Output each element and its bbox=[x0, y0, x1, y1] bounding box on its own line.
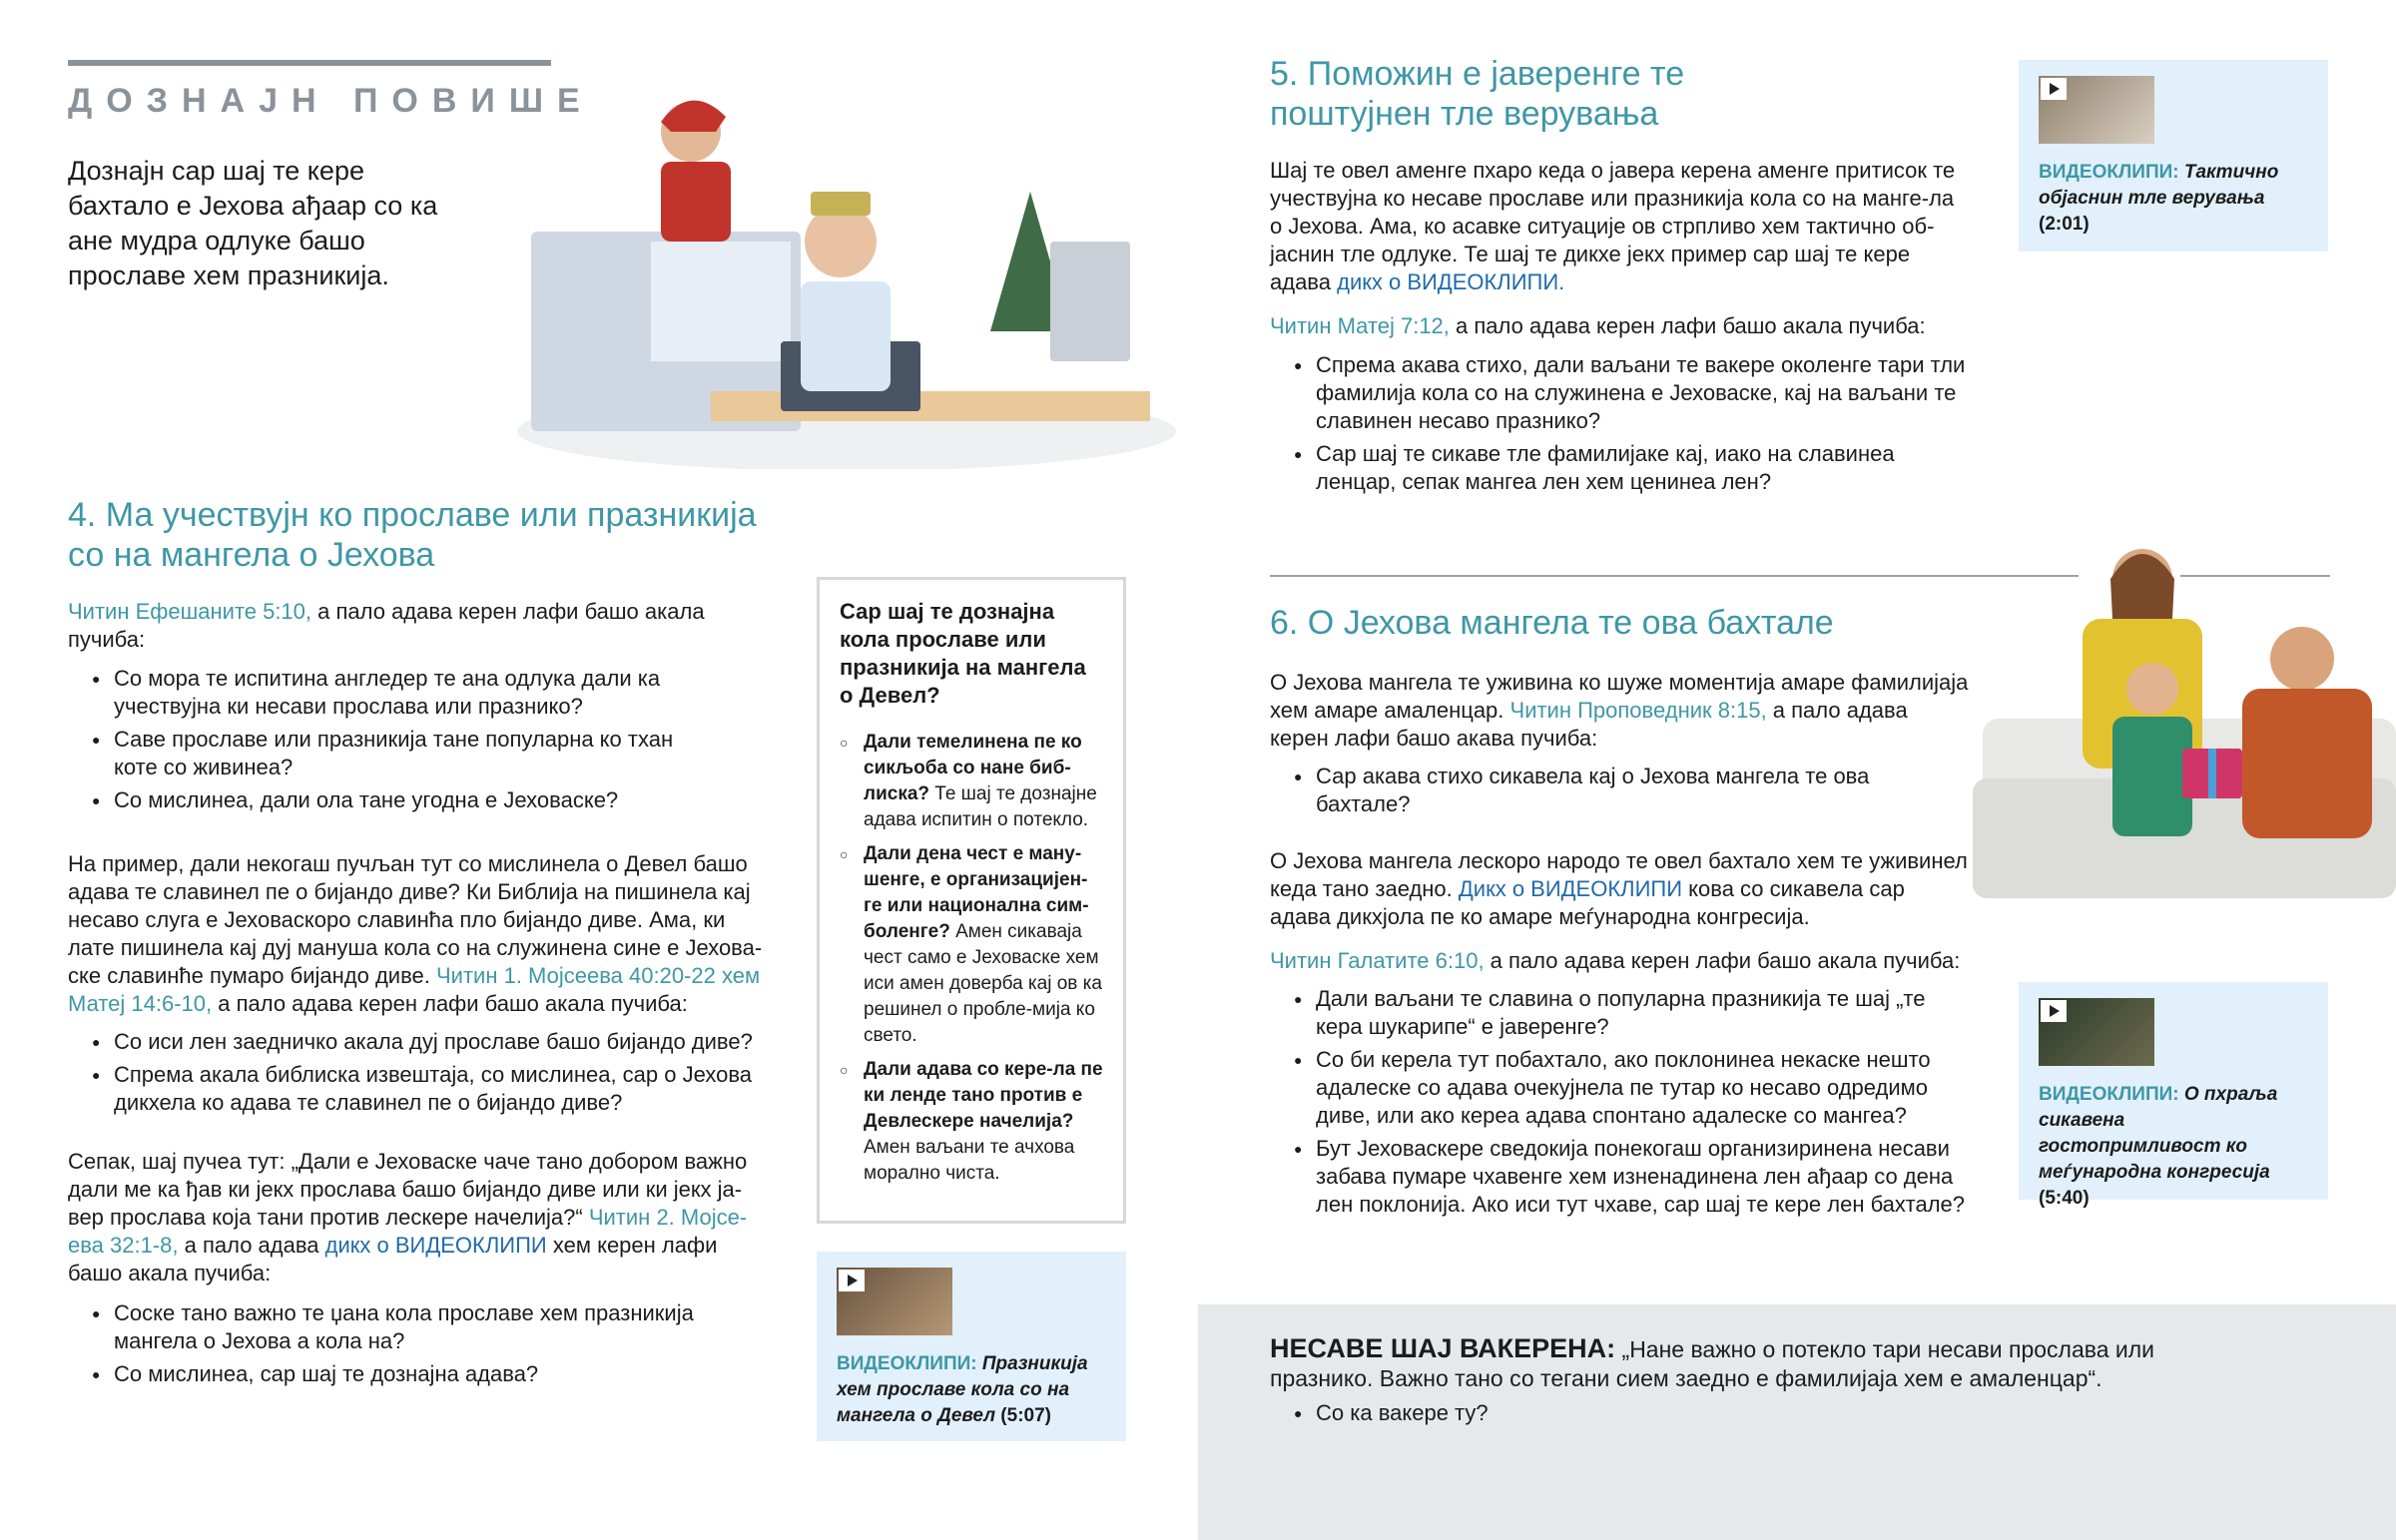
video-title[interactable]: О пхраља сикавена гостопримливост ко меѓународна конгресија bbox=[2039, 1084, 2278, 1183]
sidebar-heading: Сар шај те дознајна кола прославе или празникија на мангела о Девел? bbox=[840, 599, 1086, 708]
scripture-link[interactable]: Читин 1. Мојсеева 40:20-22 хем Матеј 14:6-10, bbox=[68, 963, 761, 1016]
intro-text: Дознајн сар шај те кере бахтало е Јехова ађаар со ка ане мудра одлуке башо прославе хем празникија. bbox=[68, 156, 438, 290]
section-4-paragraph-3 bbox=[68, 1148, 767, 1287]
video-label: ВИДЕОКЛИПИ: bbox=[2039, 1084, 2179, 1105]
read-instruction: хем керен лафи башо акала пучиба: bbox=[68, 1233, 718, 1285]
question-item: ● Соске тано важно те џана кола прославе хем празникија мангела о Јехова а кола на? bbox=[68, 1299, 747, 1355]
sidebar-item-question: Дали темелинена пе ко сикљоба со нане биб-лиска? bbox=[864, 732, 1082, 804]
section-5-paragraph-1 bbox=[1270, 157, 1969, 296]
question-item: ● Дали ваљани те славина о популарна празникија те шај „те кера шукарипе“ е јаверенге? bbox=[1270, 985, 1969, 1041]
sidebar-item bbox=[840, 841, 1103, 1049]
paragraph-text: О Јехова мангела те уживина ко шуже моментија амаре фамилијаја хем амаре амаленцар. bbox=[1270, 670, 1969, 723]
summary-quote: „Нане важно о потекло тари несави прослава или празнико. Важно тано со тегани сием заедно е фамилијаја хем е амаленцар“. bbox=[1270, 1336, 2155, 1391]
section-4-questions-1 bbox=[68, 665, 697, 819]
paragraph-text: Сепак, шај пучеа тут: „Дали е Јеховаске чаче тано добором важно дали ме ка ђав ки јекх прослава башо бијандо диве или ки јекх ја-вер прослава која тани против лескере начелија?“ bbox=[68, 1149, 748, 1230]
section-6-questions-2 bbox=[1270, 985, 1969, 1224]
question-item: ● Со ка вакере ту? bbox=[1270, 1399, 2248, 1427]
paragraph-text: Шај те овел аменге пхаро кеда о јавера керена аменге притисок те учествујна ко несаве прославе или празникија кола со на манге-ла о Јехова. Ама, ко асавке ситуације ов стрпливо хем тактично об-јаснин тле одлуке. Те шај те дикхе јекх пример сар шај те кере адава bbox=[1270, 158, 1956, 294]
video-thumbnail[interactable] bbox=[837, 1268, 952, 1335]
read-instruction: а пало адава bbox=[178, 1233, 325, 1258]
section-6-heading: 6. О Јехова мангела те ова бахтале bbox=[1270, 604, 1834, 642]
section-4-questions-2 bbox=[68, 1028, 767, 1122]
scripture-link[interactable]: Читин Галатите 6:10, bbox=[1270, 948, 1485, 973]
sidebar-item-question: Дали адава со кере-ла пе ки ленде тано против е Девлескере начелија? bbox=[864, 1059, 1103, 1132]
summary-text bbox=[1270, 1334, 2248, 1432]
section-4-read-1 bbox=[68, 598, 767, 654]
paragraph-text: О Јехова мангела лескоро народо те овел бахтало хем те уживинел кеда тано заедно. bbox=[1270, 848, 1968, 901]
read-instruction: а пало адава керен лафи башо акава пучиба: bbox=[1270, 698, 1908, 751]
section-5-questions bbox=[1270, 351, 1969, 501]
video-title[interactable]: Празникија хем прославе кола со на мангела о Девел bbox=[837, 1353, 1088, 1426]
question-item: ● Сар шај те сикаве тле фамилијаке кај, иако на славинеа ленцар, сепак мангеа лен хем ценинеа лен? bbox=[1270, 440, 1969, 496]
section-4-paragraph-2 bbox=[68, 850, 767, 1018]
play-icon[interactable] bbox=[2041, 1000, 2067, 1022]
paragraph-text: На пример, дали некогаш пучљан тут со мислинела о Девел башо адава те славинел пе о бијандо диве? Ки Библија на пишинела кај несаво слуга е Јеховаскоро славинћа пло бијандо диве. Ама, ки лате пишинела кај дуј мануша кола со на служинена сине е Јехова-ске славинће пумаро бијандо диве. bbox=[68, 851, 763, 988]
question-item: ● Со мора те испитина англедер те ана одлука дали ка учествујна ки несави прослава или празнико? bbox=[68, 665, 697, 721]
family-illustration bbox=[1973, 539, 2396, 928]
header-rule bbox=[68, 60, 551, 66]
question-item: ● Сар акава стихо сикавела кај о Јехова мангела те ова бахтале? bbox=[1270, 763, 1929, 818]
paragraph-text: кова со сикавела сар адава дикхјола пе ко амаре меѓународна конгресија. bbox=[1270, 876, 1905, 929]
play-icon[interactable] bbox=[2041, 78, 2067, 100]
section-5-read bbox=[1270, 312, 1969, 340]
video-caption bbox=[2039, 160, 2308, 238]
sidebar-item-answer: Амен ваљани те ачхова морално чиста. bbox=[864, 1137, 1075, 1184]
section-6-read-2 bbox=[1270, 947, 1969, 975]
read-instruction: а пало адава керен лафи башо акала пучиба: bbox=[212, 991, 688, 1016]
video-link[interactable]: дикх о ВИДЕОКЛИПИ. bbox=[1337, 269, 1565, 294]
scripture-link[interactable]: Читин Матеј 7:12, bbox=[1270, 313, 1450, 338]
sidebar-item-answer: Амен сикаваја чест само е Јеховаске хем иси амен доверба кај ов ка решинел о пробле-мија ко свето. bbox=[864, 921, 1102, 1046]
section-divider bbox=[1270, 575, 2079, 577]
scripture-link[interactable]: Читин Ефешаните 5:10, bbox=[68, 599, 312, 624]
question-item: ● Саве прославе или празникија тане популарна ко тхан коте со живинеа? bbox=[68, 726, 697, 781]
section-4-questions-3 bbox=[68, 1299, 747, 1393]
video-link[interactable]: дикх о ВИДЕОКЛИПИ bbox=[324, 1233, 547, 1258]
video-label: ВИДЕОКЛИПИ: bbox=[2039, 162, 2179, 183]
section-4-heading: 4. Ма учествујн ко прославе или празникија со на мангела о Јехова bbox=[68, 496, 757, 574]
read-instruction: а пало адава керен лафи башо акала пучиба: bbox=[1449, 313, 1926, 338]
video-duration: (5:07) bbox=[995, 1405, 1051, 1426]
play-icon[interactable] bbox=[839, 1270, 865, 1291]
video-caption bbox=[837, 1351, 1106, 1429]
video-caption bbox=[2039, 1082, 2308, 1212]
video-card-hospitality[interactable] bbox=[2019, 982, 2328, 1209]
video-card-holidays[interactable] bbox=[817, 1252, 1126, 1441]
office-illustration bbox=[511, 92, 1182, 469]
video-duration: (2:01) bbox=[2039, 214, 2090, 235]
sidebar-list bbox=[840, 730, 1103, 1187]
video-link[interactable]: Дикх о ВИДЕОКЛИПИ bbox=[1458, 876, 1683, 901]
section-6-questions-1 bbox=[1270, 763, 1929, 823]
office-scene-image bbox=[511, 92, 1182, 469]
question-item: ● Бут Јеховаскере сведокија понекогаш организиринена несави забава пумаре чхавенге хем изненадинена лен ађаар со дена лен поклонија. Ако иси тут чхаве, сар шај те кере лен бахтале? bbox=[1270, 1135, 1969, 1219]
question-item: ● Спрема акала библиска извештаја, со мислинеа, сар о Јехова дикхела ко адава те славинел пе о бијандо диве? bbox=[68, 1061, 767, 1117]
section-6-paragraph-1 bbox=[1270, 669, 1969, 753]
question-item: ● Со би керела тут побахтало, ако поклонинеа некаске нешто адалеске со адава очекујнела пе тутар ко несаво одредимо диве, или ако кереа адава спонтано адалеске со мангеа? bbox=[1270, 1046, 1969, 1130]
question-sidebar-box bbox=[817, 577, 1126, 1224]
sidebar-item bbox=[840, 1057, 1103, 1187]
scripture-link[interactable]: Читин 2. Мојсе-ева 32:1-8, bbox=[68, 1205, 748, 1258]
read-instruction: а пало адава керен лафи башо акала пучиба: bbox=[1484, 948, 1961, 973]
question-item: ● Со мислинеа, дали ола тане угодна е Јеховаске? bbox=[68, 786, 697, 814]
scripture-link[interactable]: Читин Проповедник 8:15, bbox=[1509, 698, 1767, 723]
question-item: ● Со иси лен заедничко акала дуј прославе башо бијандо диве? bbox=[68, 1028, 767, 1056]
video-title[interactable]: Тактично објаснин тле верувања bbox=[2039, 162, 2279, 209]
video-thumbnail[interactable] bbox=[2039, 998, 2154, 1066]
section-6-paragraph-2 bbox=[1270, 847, 1969, 931]
video-duration: (5:40) bbox=[2039, 1188, 2090, 1209]
question-item: ● Со мислинеа, сар шај те дознајна адава? bbox=[68, 1360, 747, 1388]
summary-questions bbox=[1270, 1399, 2248, 1427]
section-5-heading: 5. Поможин е јаверенге те поштујнен тле верувања bbox=[1270, 55, 1685, 133]
sidebar-item bbox=[840, 730, 1103, 833]
sidebar-item-question: Дали дена чест е ману-шенге, е организацијен-ге или национална сим-боленге? bbox=[864, 843, 1089, 942]
summary-heading: НЕСАВЕ ШАЈ ВАКЕРЕНА: bbox=[1270, 1333, 1616, 1363]
video-label: ВИДЕОКЛИПИ: bbox=[837, 1353, 977, 1374]
video-card-explain-beliefs[interactable] bbox=[2019, 60, 2328, 252]
page-title: ДОЗНАЈН ПОВИШЕ bbox=[68, 82, 594, 120]
sidebar-item-answer: Те шај те дознајне адава испитин о потекло. bbox=[864, 783, 1097, 830]
video-thumbnail[interactable] bbox=[2039, 76, 2154, 144]
family-scene-image bbox=[1973, 539, 2396, 928]
question-item: ● Спрема акава стихо, дали ваљани те вакере околенге тари тли фамилија кола со на служинена е Јеховаске, кај на ваљани те славинен несаво празнико? bbox=[1270, 351, 1969, 435]
read-instruction: а пало адава керен лафи башо акала пучиба: bbox=[68, 599, 705, 652]
